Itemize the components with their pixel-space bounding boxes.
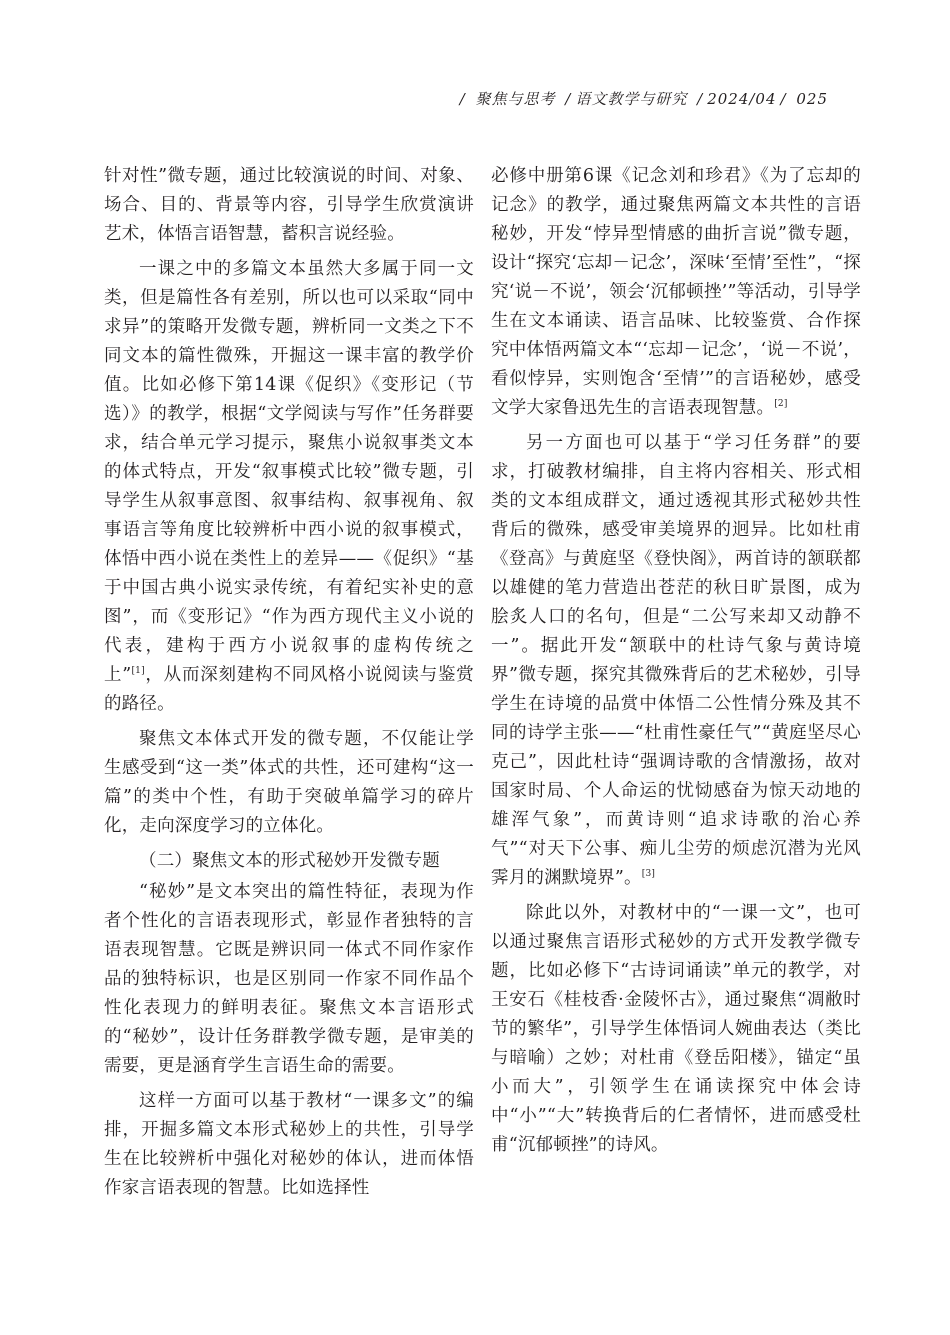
paragraph: 一课之中的多篇文本虽然大多属于同一文类，但是篇性各有差别，所以也可以采取“同中求异”的策略开发微专题，辨析同一文类之下不同文本的篇性微殊，开掘这一课丰富的教学价值。比如必修下第14课《促织》《变形记（节选）》的教学，根据“文学阅读与写作”任务群要求，结合单元学习提示，聚焦小说叙事类文本的体式特点，开发“叙事模式比较”微专题，引导学生从叙事意图、叙事结构、叙事视角、叙事语言等角度比较辨析中西小说的叙事模式，体悟中西小说在类性上的差异——《促织》“基于中国古典小说实录传统，有着纪实补史的意图”，而《变形记》“作为西方现代主义小说的代表，建构于西方小说叙事的虚构传统之上”[1]，从而深刻建构不同风格小说阅读与鉴赏的路径。: [104, 259, 474, 714]
paragraph: 另一方面也可以基于“学习任务群”的要求，打破教材编排，自主将内容相关、形式相类的文本组成群文，通过透视其形式秘妙共性背后的微殊，感受审美境界的迥异。比如杜甫《登高》与黄庭坚《登快阁》，两首诗的颔联都以雄健的笔力营造出苍茫的秋日旷景图，成为脍炙人口的名句，但是“二公写来却又动静不一”。据此开发“颔联中的杜诗气象与黄诗境界”微专题，探究其微殊背后的艺术秘妙，引导学生在诗境的品赏中体悟二公性情分殊及其不同的诗学主张——“杜甫性豪任气”“黄庭坚尽心克己”，因此杜诗“强调诗歌的含情激扬，故对国家时局、个人命运的忧恸感奋为惊天动地的雄浑气象”，而黄诗则“追求诗歌的治心养气”“对天下公事、痴儿尘劳的烦虑沉潜为光风霁月的渊默境界”。[3]: [491, 433, 861, 888]
paragraph: 聚焦文本体式开发的微专题，不仅能让学生感受到“这一类”体式的共性，还可建构“这一篇”的类中个性，有助于突破单篇学习的碎片化，走向深度学习的立体化。: [104, 729, 474, 836]
running-header: / 聚焦与思考 / 语文教学与研究 / 2024/04 / 025: [459, 90, 828, 108]
header-page-number: 025: [796, 90, 828, 108]
section-heading: （二）聚焦文本的形式秘妙开发微专题: [139, 851, 440, 871]
paragraph: 针对性”微专题，通过比较演说的时间、对象、场合、目的、背景等内容，引导学生欣赏演讲艺术，体悟言语智慧，蓄积言说经验。: [104, 166, 474, 244]
paragraph: 这样一方面可以基于教材“一课多文”的编排，开掘多篇文本形式秘妙上的共性，引导学生在比较辨析中强化对秘妙的体认，进而体悟作家言语表现的智慧。比如选择性: [104, 1091, 474, 1198]
citation-ref: [1]: [131, 666, 145, 677]
left-column: [104, 162, 474, 1209]
right-column: [491, 162, 861, 1166]
citation-ref: [2]: [774, 399, 788, 410]
paragraph: 除此以外，对教材中的“一课一文”，也可以通过聚焦言语形式秘妙的方式开发教学微专题，比如必修下“古诗词诵读”单元的教学，对王安石《桂枝香·金陵怀古》，通过聚焦“凋敝时节的繁华”，引导学生体悟词人婉曲表达（类比与暗喻）之妙；对杜甫《登岳阳楼》，锚定“虽小而大”，引领学生在诵读探究中体会诗中“小”“大”转换背后的仁者情怀，进而感受杜甫“沉郁顿挫”的诗风。: [491, 903, 861, 1155]
paragraph: “秘妙”是文本突出的篇性特征，表现为作者个性化的言语表现形式，彰显作者独特的言语表现智慧。它既是辨识同一体式不同作家作品的独特标识，也是区别同一作家不同作品个性化表现力的鲜明表征。聚焦文本言语形式的“秘妙”，设计任务群教学微专题，是审美的需要，更是涵育学生言语生命的需要。: [104, 882, 474, 1076]
paragraph: 必修中册第6课《记念刘和珍君》《为了忘却的记念》的教学，通过聚焦两篇文本共性的言语秘妙，开发“悖异型情感的曲折言说”微专题，设计“探究‘忘却－记念’，深味‘至情’至性”，“探究‘说－不说’，领会‘沉郁顿挫’”等活动，引导学生在文本诵读、语言品味、比较鉴赏、合作探究中体悟两篇文本“‘忘却－记念’，‘说－不说’，看似悖异，实则饱含‘至情’”的言语秘妙，感受文学大家鲁迅先生的言语表现智慧。[2]: [491, 166, 861, 418]
citation-ref: [3]: [641, 869, 656, 880]
header-section: 聚焦与思考: [475, 90, 556, 108]
header-journal: 语文教学与研究: [575, 90, 688, 108]
header-issue: 2024/04: [707, 90, 777, 108]
